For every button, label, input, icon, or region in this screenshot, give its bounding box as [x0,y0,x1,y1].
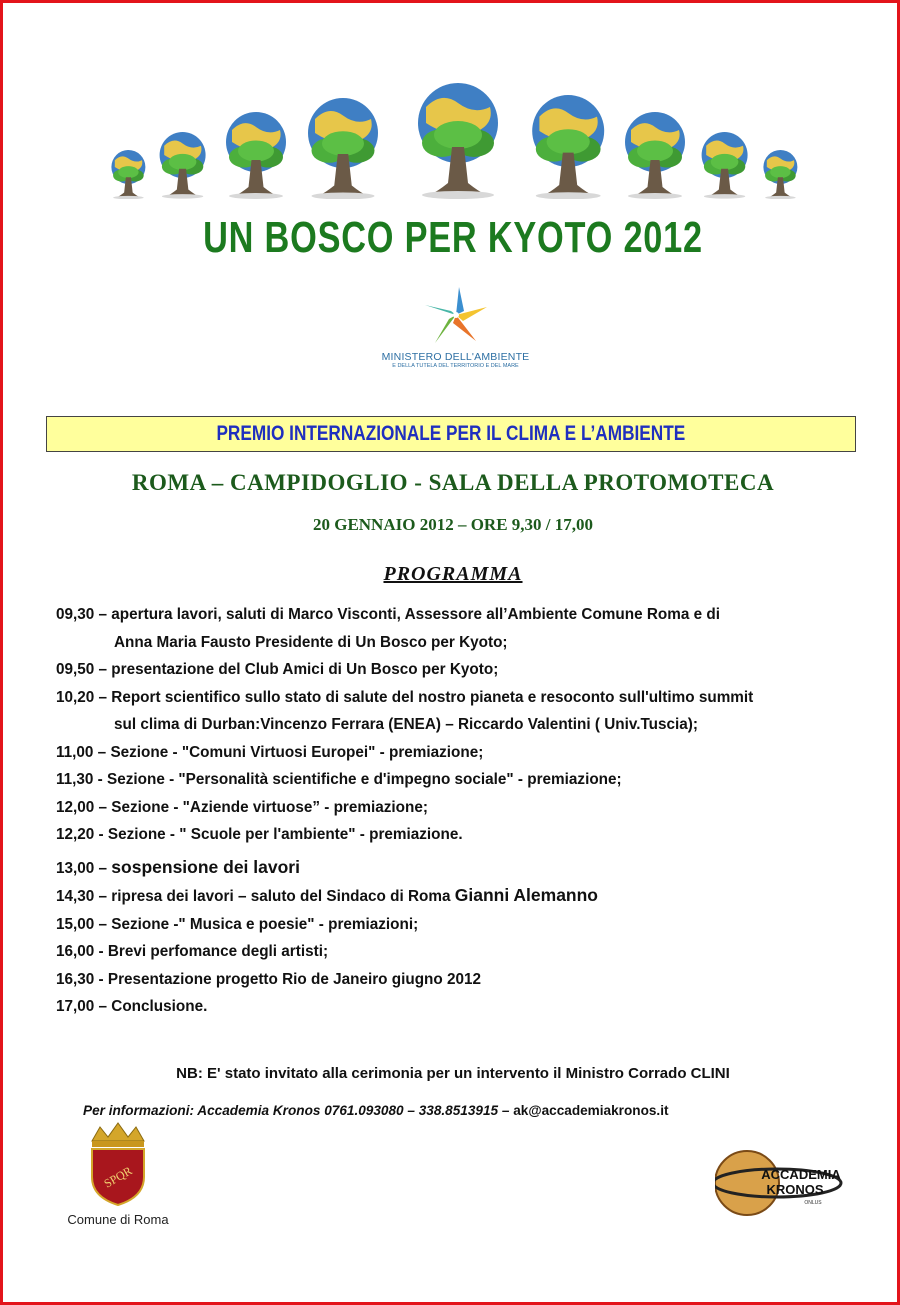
venue: ROMA – CAMPIDOGLIO - SALA DELLA PROTOMOTECA [131,470,775,495]
globe-tree-icon [108,150,149,199]
globe-tree-icon [697,132,752,199]
globe-tree-icon [760,150,801,199]
program-item: 10,20 – Report scientifico sullo stato di salute del nostro pianeta e resoconto sull'ultimo summit sul clima di Durban:Vincenzo Ferrara (ENEA) – Riccardo Valentini ( Univ.Tuscia); [56,688,754,733]
ministero-logo [373,285,538,380]
comune-roma-logo [58,1121,178,1231]
program-item: 11,30 - Sezione - "Personalità scientifiche e d'impegno sociale" - premiazione; [56,771,622,788]
globe-tree-icon [155,132,210,199]
premio-banner [46,416,856,452]
contact-email[interactable]: ak@accademiakronos.it [513,1103,669,1118]
ministero-name: MINISTERO DELL'AMBIENTE [381,351,530,363]
programma-heading: PROGRAMMA [383,563,523,585]
program-item: 15,00 – Sezione -" Musica e poesie" - premiazioni; [56,915,419,933]
program-item: 14,30 – ripresa dei lavori – saluto del Sindaco di Roma Gianni Alemanno [56,885,598,905]
svg-text:SPQR: SPQR [101,1163,135,1191]
program-item: 12,20 - Sezione - " Scuole per l'ambiente" - premiazione. [56,826,463,843]
contact-text: Per informazioni: Accademia Kronos 0761.093080 – 338.8513915 – [83,1103,514,1118]
contact-info [83,1103,883,1118]
roma-shield-icon [78,1121,158,1206]
globe-trees-banner [3,81,900,206]
program-item: 13,00 – sospensione dei lavori [56,856,300,877]
program-item: 16,00 - Brevi perfomance degli artisti; [56,943,329,960]
program-item: 12,00 – Sezione - "Aziende virtuose” - premiazione; [56,798,428,816]
program-item: 09,30 – apertura lavori, saluti di Marco Visconti, Assessore all’Ambiente Comune Roma e di Anna Maria Fausto Presidente di Un Bosco per Kyoto; [56,606,720,651]
globe-tree-icon [525,95,611,199]
globe-tree-icon [410,83,506,199]
premio-text: PREMIO INTERNAZIONALE PER IL CLIMA E L’AMBIENTE [216,422,686,445]
svg-text:KRONOS: KRONOS [766,1182,824,1197]
program-item: 17,00 – Conclusione. [56,998,208,1015]
star-logo-icon [421,285,491,345]
program-item: 16,30 - Presentazione progetto Rio de Janeiro giugno 2012 [56,970,482,988]
program-item: 11,00 – Sezione - "Comuni Virtuosi Europei" - premiazione; [56,743,484,761]
globe-tree-icon [301,98,385,200]
program-list [56,601,866,1021]
saturn-icon [715,1141,845,1226]
ministero-subtitle: E DELLA TUTELA DEL TERRITORIO E DEL MARE [392,363,519,369]
program-item: 09,50 – presentazione del Club Amici di Un Bosco per Kyoto; [56,661,499,678]
poster-title: UN BOSCO PER KYOTO 2012 [203,213,703,262]
nb-note: NB: E' stato invitato alla cerimonia per un intervento il Ministro Corrado CLINI [176,1065,730,1082]
comune-label: Comune di Roma [67,1212,169,1227]
accademia-kronos-logo [715,1141,845,1226]
svg-text:ONLUS: ONLUS [804,1200,822,1206]
svg-text:ACCADEMIA: ACCADEMIA [761,1167,841,1182]
globe-tree-icon [220,112,292,199]
globe-tree-icon [619,112,691,199]
event-date: 20 GENNAIO 2012 – ORE 9,30 / 17,00 [312,515,594,534]
